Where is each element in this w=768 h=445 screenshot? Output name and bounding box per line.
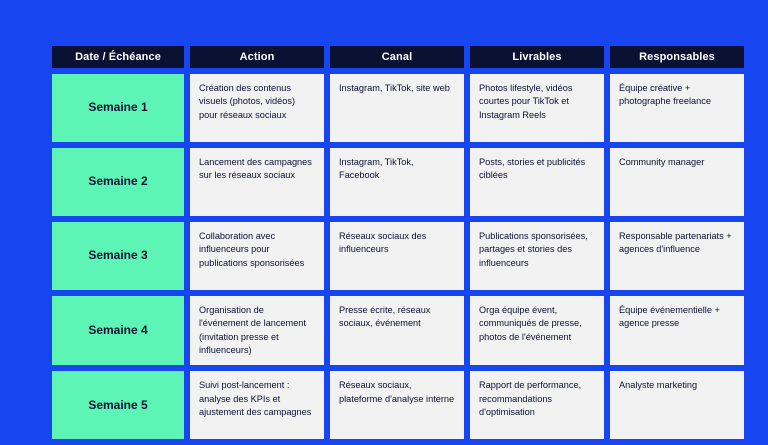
table-row (52, 296, 744, 365)
column-header-responsables: Responsables (610, 46, 744, 68)
column-header-date: Date / Échéance (52, 46, 184, 68)
cell-responsables: Analyste marketing (610, 371, 744, 439)
cell-action: Collaboration avec influenceurs pour publications sponsorisées (190, 222, 324, 290)
cell-action: Création des contenus visuels (photos, vidéos) pour réseaux sociaux (190, 74, 324, 142)
table-row (52, 148, 744, 216)
cell-livrables: Publications sponsorisées, partages et stories des influenceurs (470, 222, 604, 290)
cell-canal: Réseaux sociaux des influenceurs (330, 222, 464, 290)
week-label: Semaine 1 (52, 74, 184, 142)
week-label: Semaine 2 (52, 148, 184, 216)
cell-responsables: Équipe créative + photographe freelance (610, 74, 744, 142)
planning-board (46, 40, 732, 445)
week-label: Semaine 5 (52, 371, 184, 439)
column-header-canal: Canal (330, 46, 464, 68)
column-header-livrables: Livrables (470, 46, 604, 68)
table-row (52, 371, 744, 439)
cell-canal: Instagram, TikTok, Facebook (330, 148, 464, 216)
week-label: Semaine 4 (52, 296, 184, 365)
planning-table (46, 40, 750, 445)
cell-livrables: Photos lifestyle, vidéos courtes pour TikTok et Instagram Reels (470, 74, 604, 142)
cell-canal: Presse écrite, réseaux sociaux, événement (330, 296, 464, 365)
table-row (52, 74, 744, 142)
cell-responsables: Équipe événementielle + agence presse (610, 296, 744, 365)
cell-action: Suivi post-lancement : analyse des KPIs et ajustement des campagnes (190, 371, 324, 439)
cell-canal: Réseaux sociaux, plateforme d'analyse interne (330, 371, 464, 439)
cell-responsables: Community manager (610, 148, 744, 216)
table-header-row (52, 46, 744, 68)
cell-responsables: Responsable partenariats + agences d'influence (610, 222, 744, 290)
cell-canal: Instagram, TikTok, site web (330, 74, 464, 142)
cell-livrables: Rapport de performance, recommandations d'optimisation (470, 371, 604, 439)
cell-action: Organisation de l'événement de lancement (invitation presse et influenceurs) (190, 296, 324, 365)
cell-livrables: Orga équipe évent, communiqués de presse, photos de l'événement (470, 296, 604, 365)
column-header-action: Action (190, 46, 324, 68)
table-row (52, 222, 744, 290)
cell-action: Lancement des campagnes sur les réseaux sociaux (190, 148, 324, 216)
week-label: Semaine 3 (52, 222, 184, 290)
cell-livrables: Posts, stories et publicités ciblées (470, 148, 604, 216)
